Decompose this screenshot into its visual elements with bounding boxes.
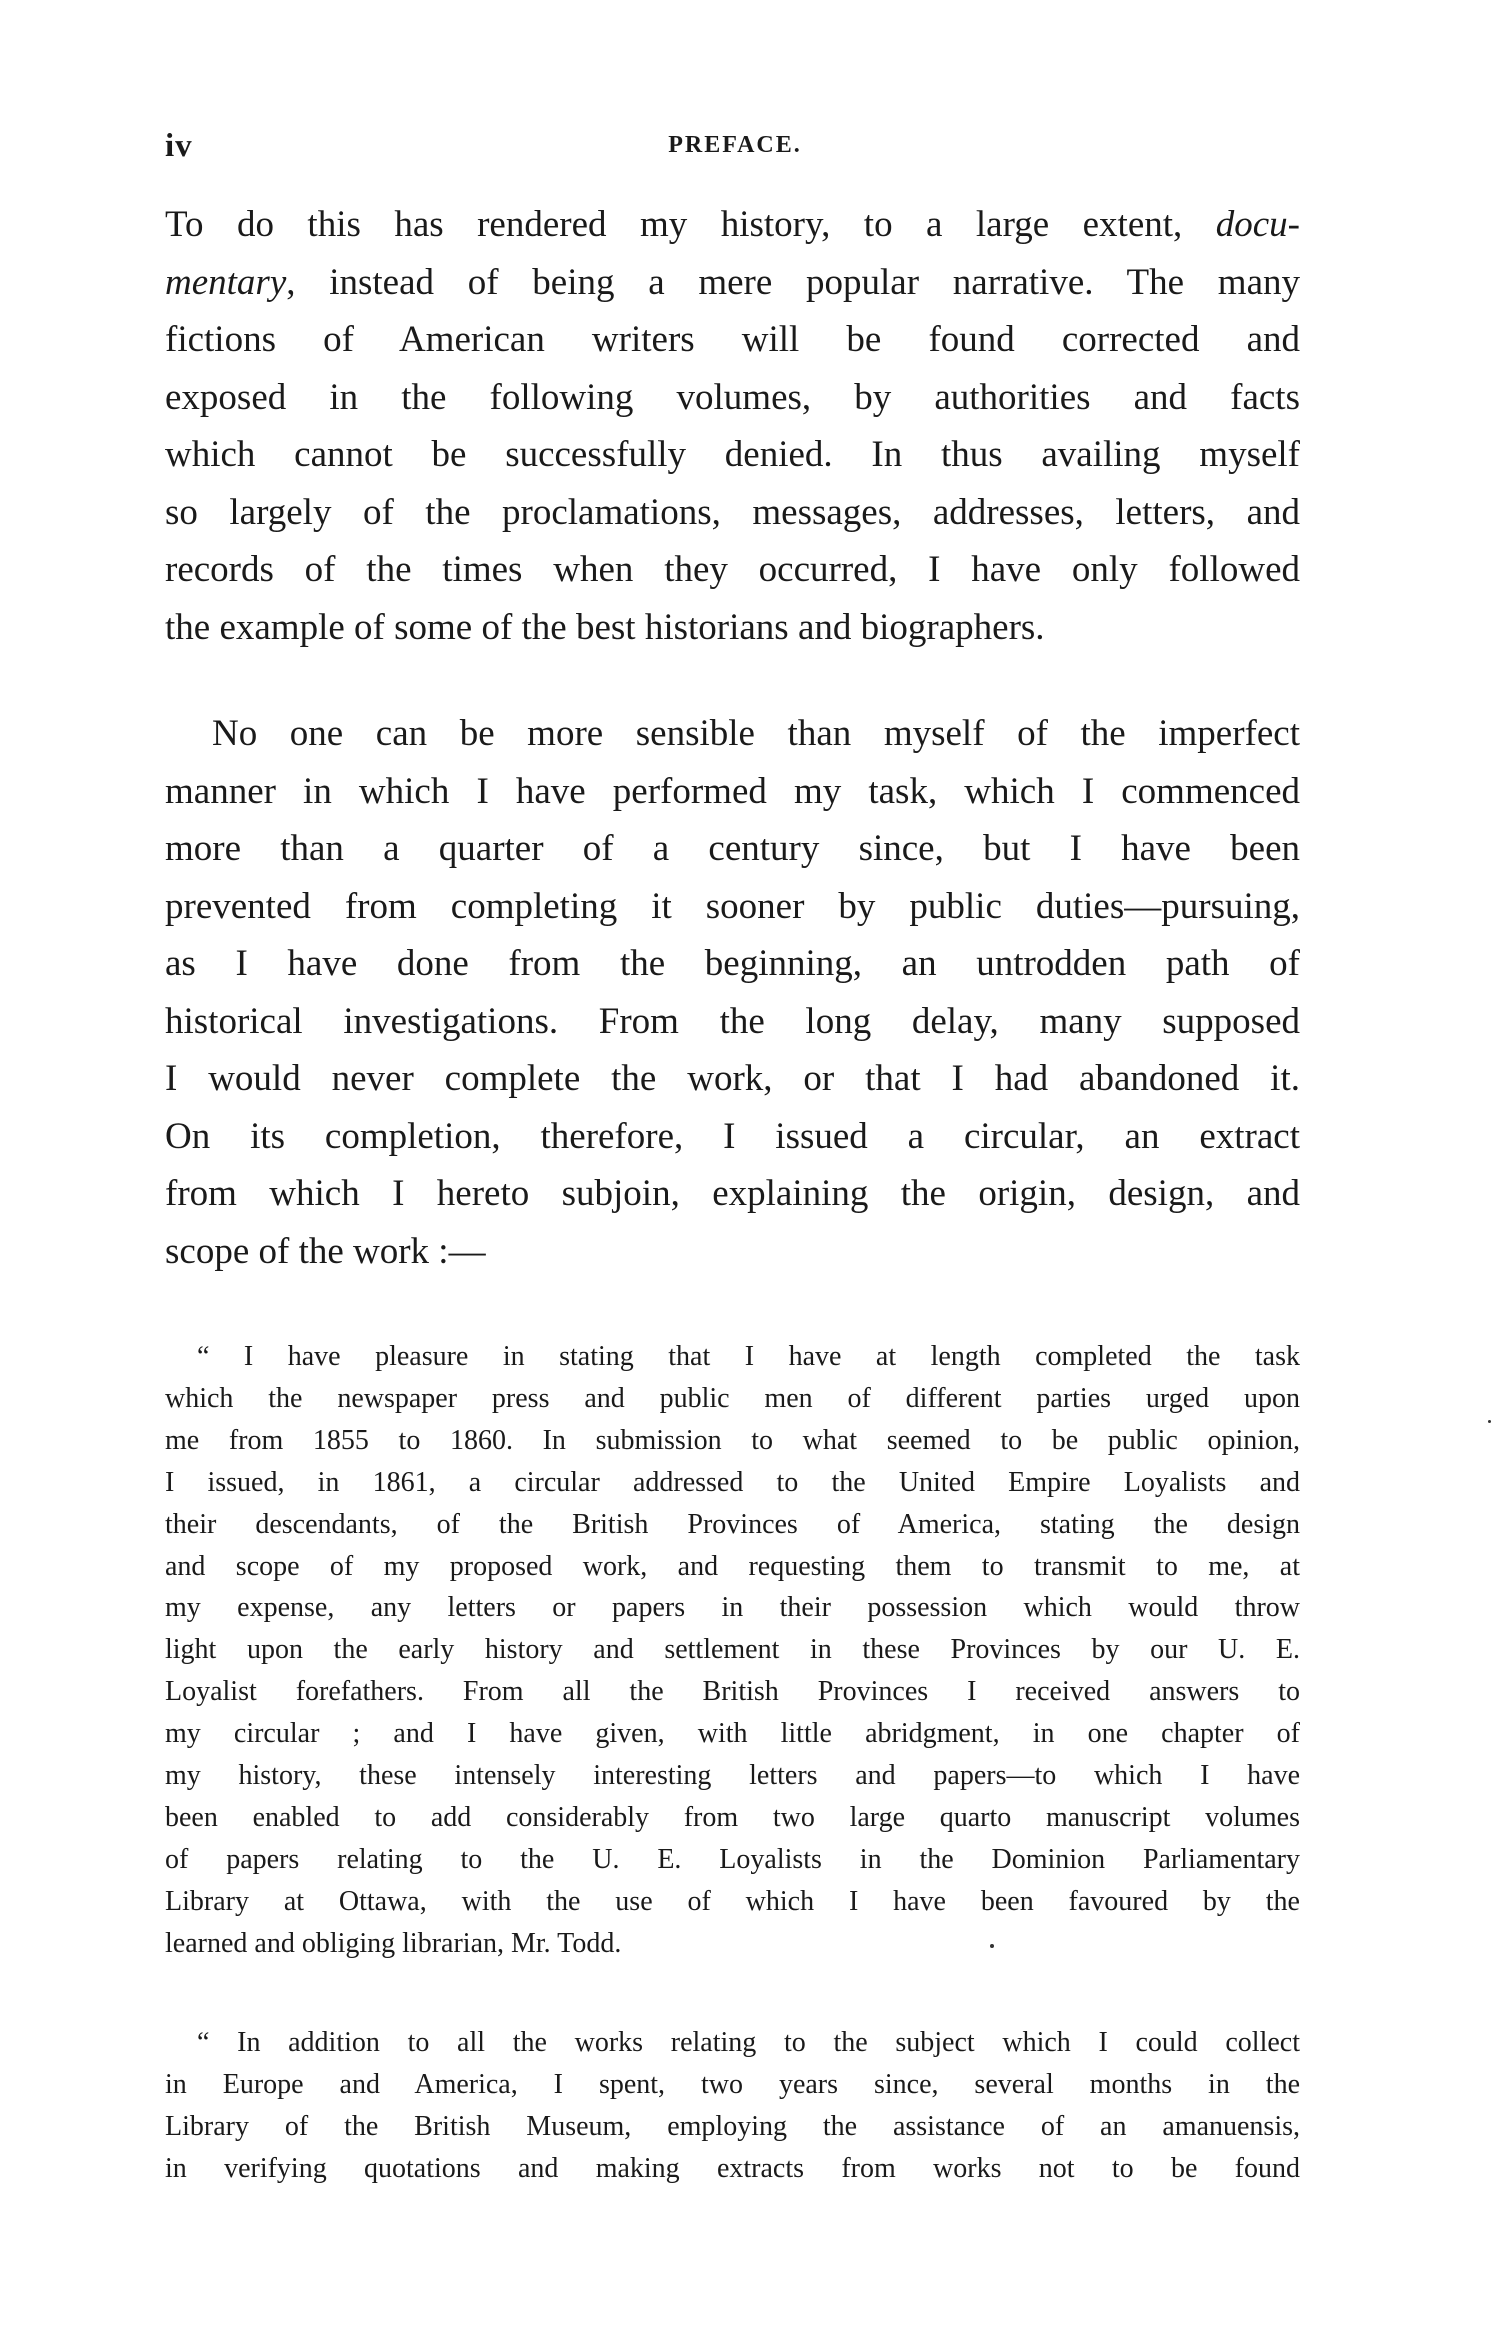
circular-extract-2 bbox=[165, 2022, 1300, 2190]
page-number: iv bbox=[165, 128, 193, 164]
quote-line: which the newspaper press and public men of different parties urged upon bbox=[165, 1382, 1300, 1414]
paragraph-line: so largely of the proclamations, messages, addresses, letters, and bbox=[165, 491, 1300, 533]
ink-speck bbox=[990, 1944, 994, 1948]
paragraph-line: scope of the work :— bbox=[165, 1230, 486, 1272]
paragraph-line: from which I hereto subjoin, explaining the origin, design, and bbox=[165, 1173, 1300, 1214]
paragraph-1 bbox=[165, 196, 1300, 656]
paragraph-line: historical investigations. From the long delay, many supposed bbox=[165, 1000, 1300, 1042]
paragraph-line: mentary, instead of being a mere popular narrative. The many bbox=[165, 261, 1300, 303]
paragraph-2 bbox=[165, 705, 1300, 1280]
paragraph-line: On its completion, therefore, I issued a circular, an extract bbox=[165, 1115, 1300, 1157]
quote-line: I issued, in 1861, a circular addressed to the United Empire Loyalists and bbox=[165, 1466, 1300, 1498]
quote-line: in verifying quotations and making extracts from works not to be found bbox=[165, 2152, 1300, 2184]
quote-line: my circular ; and I have given, with little abridgment, in one chapter of bbox=[165, 1718, 1300, 1750]
ink-speck bbox=[1488, 1420, 1491, 1423]
paragraph-line: which cannot be successfully denied. In thus availing myself bbox=[165, 434, 1300, 475]
quote-line: and scope of my proposed work, and requesting them to transmit to me, at bbox=[165, 1550, 1300, 1582]
paragraph-line: No one can be more sensible than myself of the imperfect bbox=[212, 713, 1300, 754]
paragraph-line: more than a quarter of a century since, but I have been bbox=[165, 828, 1300, 869]
quote-line: in Europe and America, I spent, two years since, several months in the bbox=[165, 2068, 1300, 2100]
quote-line: their descendants, of the British Provinces of America, stating the design bbox=[165, 1508, 1300, 1540]
quote-line: Library of the British Museum, employing the assistance of an amanuensis, bbox=[165, 2110, 1300, 2142]
quote-line: “ I have pleasure in stating that I have at length completed the task bbox=[197, 1341, 1300, 1372]
page-header bbox=[165, 128, 1305, 168]
quote-line: my expense, any letters or papers in their possession which would throw bbox=[165, 1592, 1300, 1624]
running-head: PREFACE. bbox=[668, 132, 802, 158]
quote-line: Loyalist forefathers. From all the British Provinces I received answers to bbox=[165, 1676, 1300, 1708]
quote-line: Library at Ottawa, with the use of which I have been favoured by the bbox=[165, 1885, 1300, 1917]
paragraph-line: prevented from completing it sooner by public duties—pursuing, bbox=[165, 885, 1300, 927]
paragraph-line: as I have done from the beginning, an untrodden path of bbox=[165, 943, 1300, 984]
quote-line: of papers relating to the U. E. Loyalists in the Dominion Parliamentary bbox=[165, 1843, 1300, 1875]
quote-line: been enabled to add considerably from two large quarto manuscript volumes bbox=[165, 1801, 1300, 1833]
circular-extract-1 bbox=[165, 1336, 1300, 1965]
paragraph-line: records of the times when they occurred, I have only followed bbox=[165, 549, 1300, 590]
paragraph-line: manner in which I have performed my task, which I commenced bbox=[165, 770, 1300, 812]
paragraph-line: To do this has rendered my history, to a large extent, docu- bbox=[165, 204, 1300, 245]
quote-line: light upon the early history and settlement in these Provinces by our U. E. bbox=[165, 1634, 1300, 1666]
quote-line: learned and obliging librarian, Mr. Todd. bbox=[165, 1927, 622, 1959]
paragraph-line: fictions of American writers will be found corrected and bbox=[165, 319, 1300, 360]
paragraph-line: exposed in the following volumes, by authorities and facts bbox=[165, 376, 1300, 418]
quote-line: “ In addition to all the works relating to the subject which I could collect bbox=[197, 2027, 1300, 2058]
paragraph-line: I would never complete the work, or that I had abandoned it. bbox=[165, 1058, 1300, 1099]
paragraph-line: the example of some of the best historians and biographers. bbox=[165, 606, 1045, 648]
quote-line: my history, these intensely interesting letters and papers—to which I have bbox=[165, 1760, 1300, 1792]
quote-line: me from 1855 to 1860. In submission to what seemed to be public opinion, bbox=[165, 1424, 1300, 1456]
